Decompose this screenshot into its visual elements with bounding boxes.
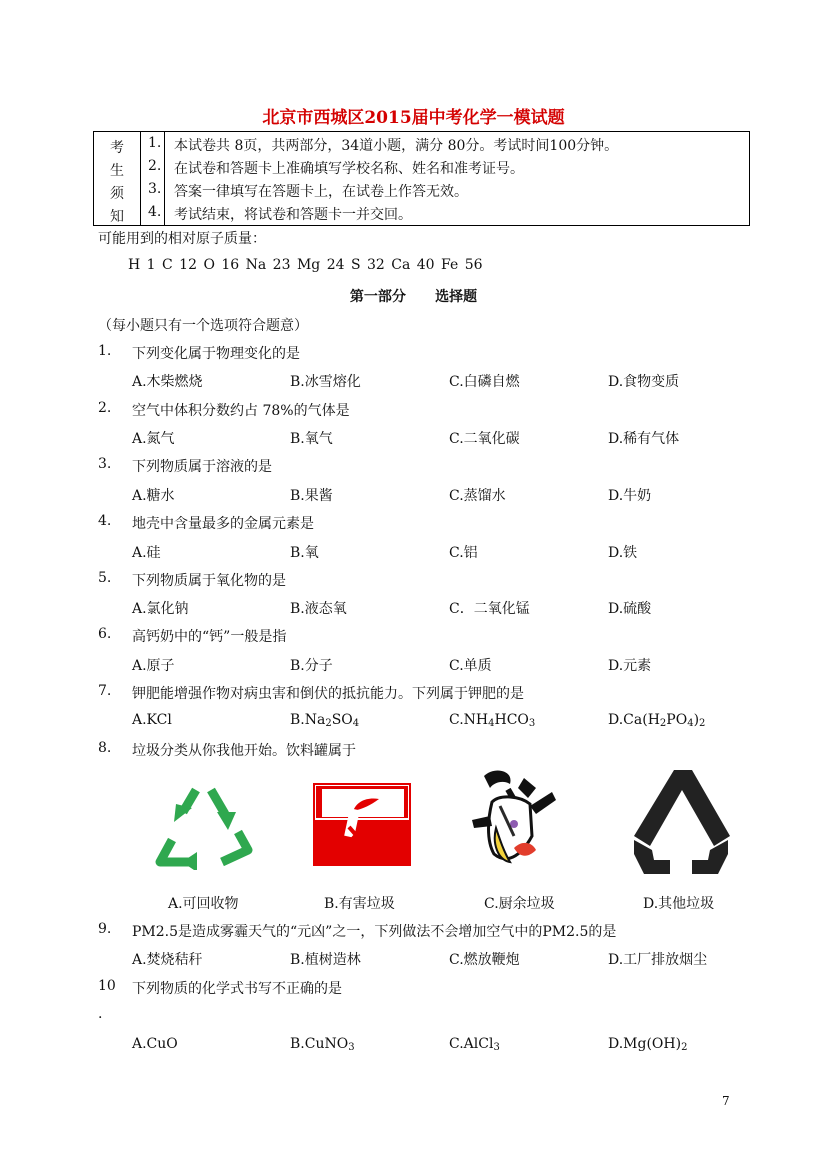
question-text: 下列物质属于溶液的是 — [132, 459, 272, 475]
kitchen-waste-icon — [470, 766, 560, 870]
option-d: $D.Ca(H_2PO_4)_2$ — [608, 712, 706, 729]
exam-notice-box: 考 生 须 知 1. 本试卷共 8页，共两部分，34道小题，满分 80分。考试时间100分钟。 2. 在试卷和答题卡上准确填写学校名称、姓名和准考证号。 3. 答案一律填写在答题卡上，在试卷上作答无效。 4. 考试结束，将试卷和答题卡一并交回。 — [93, 131, 750, 226]
option-a: A.氮气 — [132, 431, 175, 447]
question-number: 2. — [98, 400, 112, 416]
hazardous-waste-icon — [313, 783, 411, 866]
option-b: B.氧气 — [290, 431, 333, 447]
section-title: 第一部分 选择题 — [349, 289, 478, 305]
question-text: 下列物质的化学式书写不正确的是 — [132, 981, 342, 997]
question-number-dot: . — [98, 1006, 103, 1022]
question-number: 5. — [98, 570, 112, 586]
option-c: C.单质 — [449, 658, 492, 674]
notice-side-label — [94, 132, 141, 225]
question-number: 7. — [98, 683, 112, 699]
question-text: PM2.5是造成雾霾天气的“元凶”之一，下列做法不会增加空气中的PM2.5的是 — [132, 924, 617, 940]
option-c: $C.NH_4HCO_3$ — [449, 712, 536, 729]
option-c: C.白磷自燃 — [449, 374, 520, 390]
option-d: D.食物变质 — [608, 374, 680, 390]
instruction-text: （每小题只有一个选项符合题意） — [98, 318, 308, 334]
question-number: 10 — [98, 978, 116, 994]
option-b: B.分子 — [290, 658, 333, 674]
question-text: 地壳中含量最多的金属元素是 — [132, 516, 314, 532]
question-text: 高钙奶中的“钙”一般是指 — [132, 629, 287, 645]
option-c: C.AlCl$_3$ — [449, 1036, 500, 1053]
atomic-mass-values: H 1 C 12 O 16 Na 23 Mg 24 S 32 Ca 40 Fe 56 — [128, 257, 483, 273]
option-d: D.工厂排放烟尘 — [608, 952, 708, 968]
option-d: D.其他垃圾 — [643, 896, 715, 912]
option-b: B.果酱 — [290, 488, 333, 504]
notice-side-char: 考 — [110, 140, 124, 156]
question-number: 6. — [98, 626, 112, 642]
page-number: 7 — [722, 1094, 730, 1108]
option-a: A.原子 — [132, 658, 175, 674]
page-title: 北京市西城区2015届中考化学一模试题 — [262, 108, 565, 128]
option-d: D.元素 — [608, 658, 652, 674]
question-text: 下列物质属于氧化物的是 — [132, 573, 286, 589]
option-a: A.CuO — [132, 1036, 178, 1052]
option-c: C.蒸馏水 — [449, 488, 506, 504]
option-a: A.硅 — [132, 545, 161, 561]
option-b: B.氧 — [290, 545, 319, 561]
option-d: D.稀有气体 — [608, 431, 680, 447]
question-text: 空气中体积分数约占 78%的气体是 — [132, 403, 350, 419]
question-text: 垃圾分类从你我他开始。饮料罐属于 — [132, 743, 356, 759]
option-b: B.有害垃圾 — [324, 896, 395, 912]
option-a: A.木柴燃烧 — [132, 374, 203, 390]
question-number: 3. — [98, 456, 112, 472]
option-c: C.燃放鞭炮 — [449, 952, 520, 968]
option-b: B.植树造林 — [290, 952, 361, 968]
option-b: B.液态氧 — [290, 601, 347, 617]
question-number: 4. — [98, 513, 112, 529]
question-number: 8. — [98, 740, 112, 756]
question-number: 1. — [98, 343, 112, 359]
option-c: C.厨余垃圾 — [484, 896, 555, 912]
notice-side-char: 须 — [110, 186, 124, 202]
option-d: D.铁 — [608, 545, 638, 561]
notice-side-char: 生 — [110, 163, 124, 179]
option-a: A.氯化钠 — [132, 601, 189, 617]
notice-side-char: 知 — [110, 209, 124, 225]
option-c: C.铝 — [449, 545, 478, 561]
question-text: 下列变化属于物理变化的是 — [132, 346, 300, 362]
option-a: A.糖水 — [132, 488, 175, 504]
question-number: 9. — [98, 921, 112, 937]
option-d: D.硫酸 — [608, 601, 652, 617]
option-c: C．二氧化锰 — [449, 601, 530, 617]
question-text: 钾肥能增强作物对病虫害和倒伏的抵抗能力。下列属于钾肥的是 — [132, 686, 524, 702]
option-a: A.焚烧秸秆 — [132, 952, 203, 968]
recycle-icon — [152, 778, 254, 870]
option-a: A.KCl — [132, 712, 172, 728]
option-d: D.牛奶 — [608, 488, 652, 504]
option-b: $B.Na_2SO_4$ — [290, 712, 360, 729]
option-a: A.可回收物 — [168, 896, 239, 912]
option-b: B.冰雪熔化 — [290, 374, 361, 390]
option-b: B.CuNO$_3$ — [290, 1036, 355, 1053]
option-c: C.二氧化碳 — [449, 431, 520, 447]
atomic-mass-label: 可能用到的相对原子质量： — [98, 231, 266, 247]
other-waste-icon — [630, 768, 732, 876]
option-d: $D.Mg(OH)_2$ — [608, 1036, 688, 1053]
